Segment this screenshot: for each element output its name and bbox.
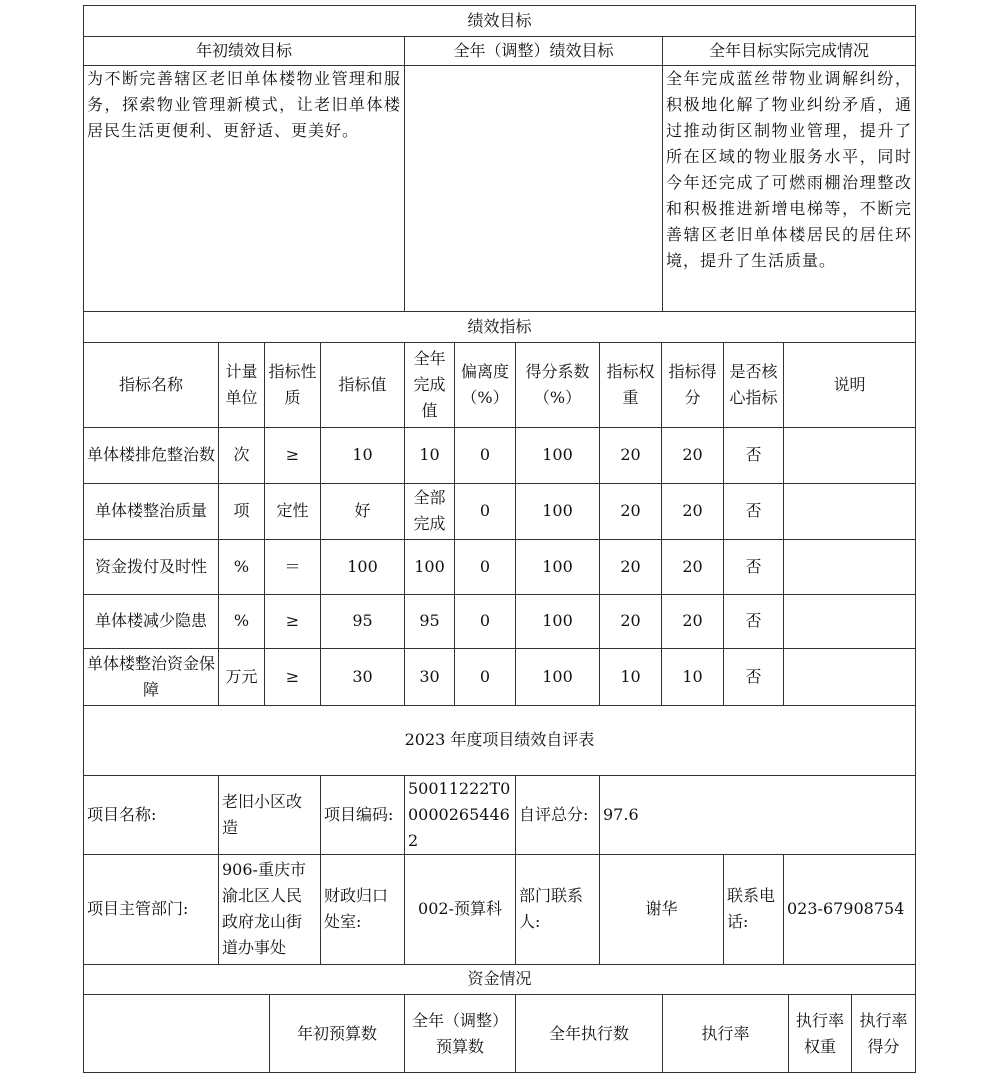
finance-label: 财政归口处室:	[321, 854, 405, 964]
indicator-coefficient: 100	[516, 539, 600, 594]
table-row	[84, 594, 916, 648]
indicator-header: 偏离度（%）	[455, 342, 516, 427]
project-code-label: 项目编码:	[321, 776, 405, 855]
indicator-coefficient: 100	[516, 427, 600, 483]
project-code-value: 50011222T000002654462	[405, 776, 516, 855]
indicator-unit: %	[219, 594, 265, 648]
goals-table	[83, 5, 916, 312]
indicator-header: 计量单位	[219, 342, 265, 427]
indicator-weight: 10	[600, 648, 662, 705]
indicator-deviation: 0	[455, 539, 516, 594]
indicator-nature: 定性	[265, 483, 321, 539]
indicator-nature: ≥	[265, 594, 321, 648]
dept-value: 906-重庆市渝北区人民政府龙山街道办事处	[219, 854, 321, 964]
indicator-note	[784, 427, 916, 483]
indicator-note	[784, 594, 916, 648]
indicator-score: 20	[662, 427, 724, 483]
evaluation-sheet	[83, 5, 915, 1073]
contact-label: 部门联系人:	[516, 854, 600, 964]
indicator-nature: ＝	[265, 539, 321, 594]
indicator-deviation: 0	[455, 648, 516, 705]
indicator-score: 10	[662, 648, 724, 705]
indicator-value: 好	[321, 483, 405, 539]
indicator-coefficient: 100	[516, 648, 600, 705]
indicator-name: 单体楼整治资金保障	[84, 648, 219, 705]
indicator-header: 指标值	[321, 342, 405, 427]
goals-col-actual: 全年目标实际完成情况	[663, 37, 916, 66]
indicator-value: 10	[321, 427, 405, 483]
indicator-note	[784, 539, 916, 594]
indicator-unit: 万元	[219, 648, 265, 705]
indicator-note	[784, 483, 916, 539]
indicator-name: 单体楼整治质量	[84, 483, 219, 539]
goals-adjusted-text	[405, 66, 663, 312]
indicator-score: 20	[662, 594, 724, 648]
indicator-note	[784, 648, 916, 705]
indicator-score: 20	[662, 539, 724, 594]
table-row	[84, 539, 916, 594]
phone-value: 023-67908754	[784, 854, 916, 964]
report-title: 2023 年度项目绩效自评表	[84, 705, 916, 775]
funds-header: 执行率	[663, 995, 789, 1073]
indicator-weight: 20	[600, 539, 662, 594]
indicator-score: 20	[662, 483, 724, 539]
goals-actual-text: 全年完成蓝丝带物业调解纠纷，积极地化解了物业纠纷矛盾，通过推动街区制物业管理，提升了所在区域的物业服务水平，同时今年还完成了可燃雨棚治理整改和积极推进新增电梯等，不断完善辖区老旧单体楼居民的居住环境，提升了生活质量。	[663, 66, 916, 312]
indicator-core: 否	[724, 648, 784, 705]
indicator-unit: 次	[219, 427, 265, 483]
indicator-deviation: 0	[455, 427, 516, 483]
indicator-deviation: 0	[455, 483, 516, 539]
funds-section-title: 资金情况	[84, 965, 916, 995]
indicator-completed: 30	[405, 648, 455, 705]
table-row	[84, 648, 916, 705]
indicator-unit: 项	[219, 483, 265, 539]
indicator-header: 指标得分	[662, 342, 724, 427]
score-label: 自评总分:	[516, 776, 600, 855]
phone-label: 联系电话:	[724, 854, 784, 964]
indicator-coefficient: 100	[516, 594, 600, 648]
indicator-header: 得分系数（%）	[516, 342, 600, 427]
indicator-core: 否	[724, 427, 784, 483]
indicators-header-row	[84, 342, 916, 427]
indicators-table	[83, 312, 916, 776]
finance-value: 002-预算科	[405, 854, 516, 964]
table-row	[84, 427, 916, 483]
indicator-weight: 20	[600, 594, 662, 648]
indicator-coefficient: 100	[516, 483, 600, 539]
indicator-header: 是否核心指标	[724, 342, 784, 427]
indicator-header: 指标名称	[84, 342, 219, 427]
indicator-weight: 20	[600, 483, 662, 539]
indicator-name: 资金拨付及时性	[84, 539, 219, 594]
indicator-nature: ≥	[265, 648, 321, 705]
indicator-header: 说明	[784, 342, 916, 427]
indicator-weight: 20	[600, 427, 662, 483]
funds-header: 全年执行数	[516, 995, 663, 1073]
indicator-header: 指标权重	[600, 342, 662, 427]
contact-value: 谢华	[600, 854, 724, 964]
indicator-value: 100	[321, 539, 405, 594]
indicator-header: 指标性质	[265, 342, 321, 427]
funds-header: 年初预算数	[270, 995, 405, 1073]
indicator-completed: 100	[405, 539, 455, 594]
funds-header: 全年（调整）预算数	[405, 995, 516, 1073]
indicator-deviation: 0	[455, 594, 516, 648]
indicator-completed: 全部完成	[405, 483, 455, 539]
indicator-unit: %	[219, 539, 265, 594]
indicator-completed: 10	[405, 427, 455, 483]
indicator-core: 否	[724, 483, 784, 539]
goals-col-adjusted: 全年（调整）绩效目标	[405, 37, 663, 66]
indicator-completed: 95	[405, 594, 455, 648]
indicator-nature: ≥	[265, 427, 321, 483]
indicator-core: 否	[724, 594, 784, 648]
funds-header: 执行率得分	[852, 995, 916, 1073]
project-info-table	[83, 776, 916, 965]
goals-section-title: 绩效目标	[84, 6, 916, 37]
table-row	[84, 483, 916, 539]
indicator-value: 95	[321, 594, 405, 648]
funds-header: 执行率权重	[789, 995, 852, 1073]
indicators-section-title: 绩效指标	[84, 312, 916, 342]
indicator-header: 全年完成值	[405, 342, 455, 427]
funds-table	[83, 965, 916, 1073]
project-name-value: 老旧小区改造	[219, 776, 321, 855]
goals-initial-text: 为不断完善辖区老旧单体楼物业管理和服务，探索物业管理新模式，让老旧单体楼居民生活更便利、更舒适、更美好。	[84, 66, 405, 312]
indicator-core: 否	[724, 539, 784, 594]
goals-col-initial: 年初绩效目标	[84, 37, 405, 66]
indicator-name: 单体楼排危整治数	[84, 427, 219, 483]
indicator-value: 30	[321, 648, 405, 705]
indicator-name: 单体楼减少隐患	[84, 594, 219, 648]
dept-label: 项目主管部门:	[84, 854, 219, 964]
score-value: 97.6	[600, 776, 916, 855]
project-name-label: 项目名称:	[84, 776, 219, 855]
